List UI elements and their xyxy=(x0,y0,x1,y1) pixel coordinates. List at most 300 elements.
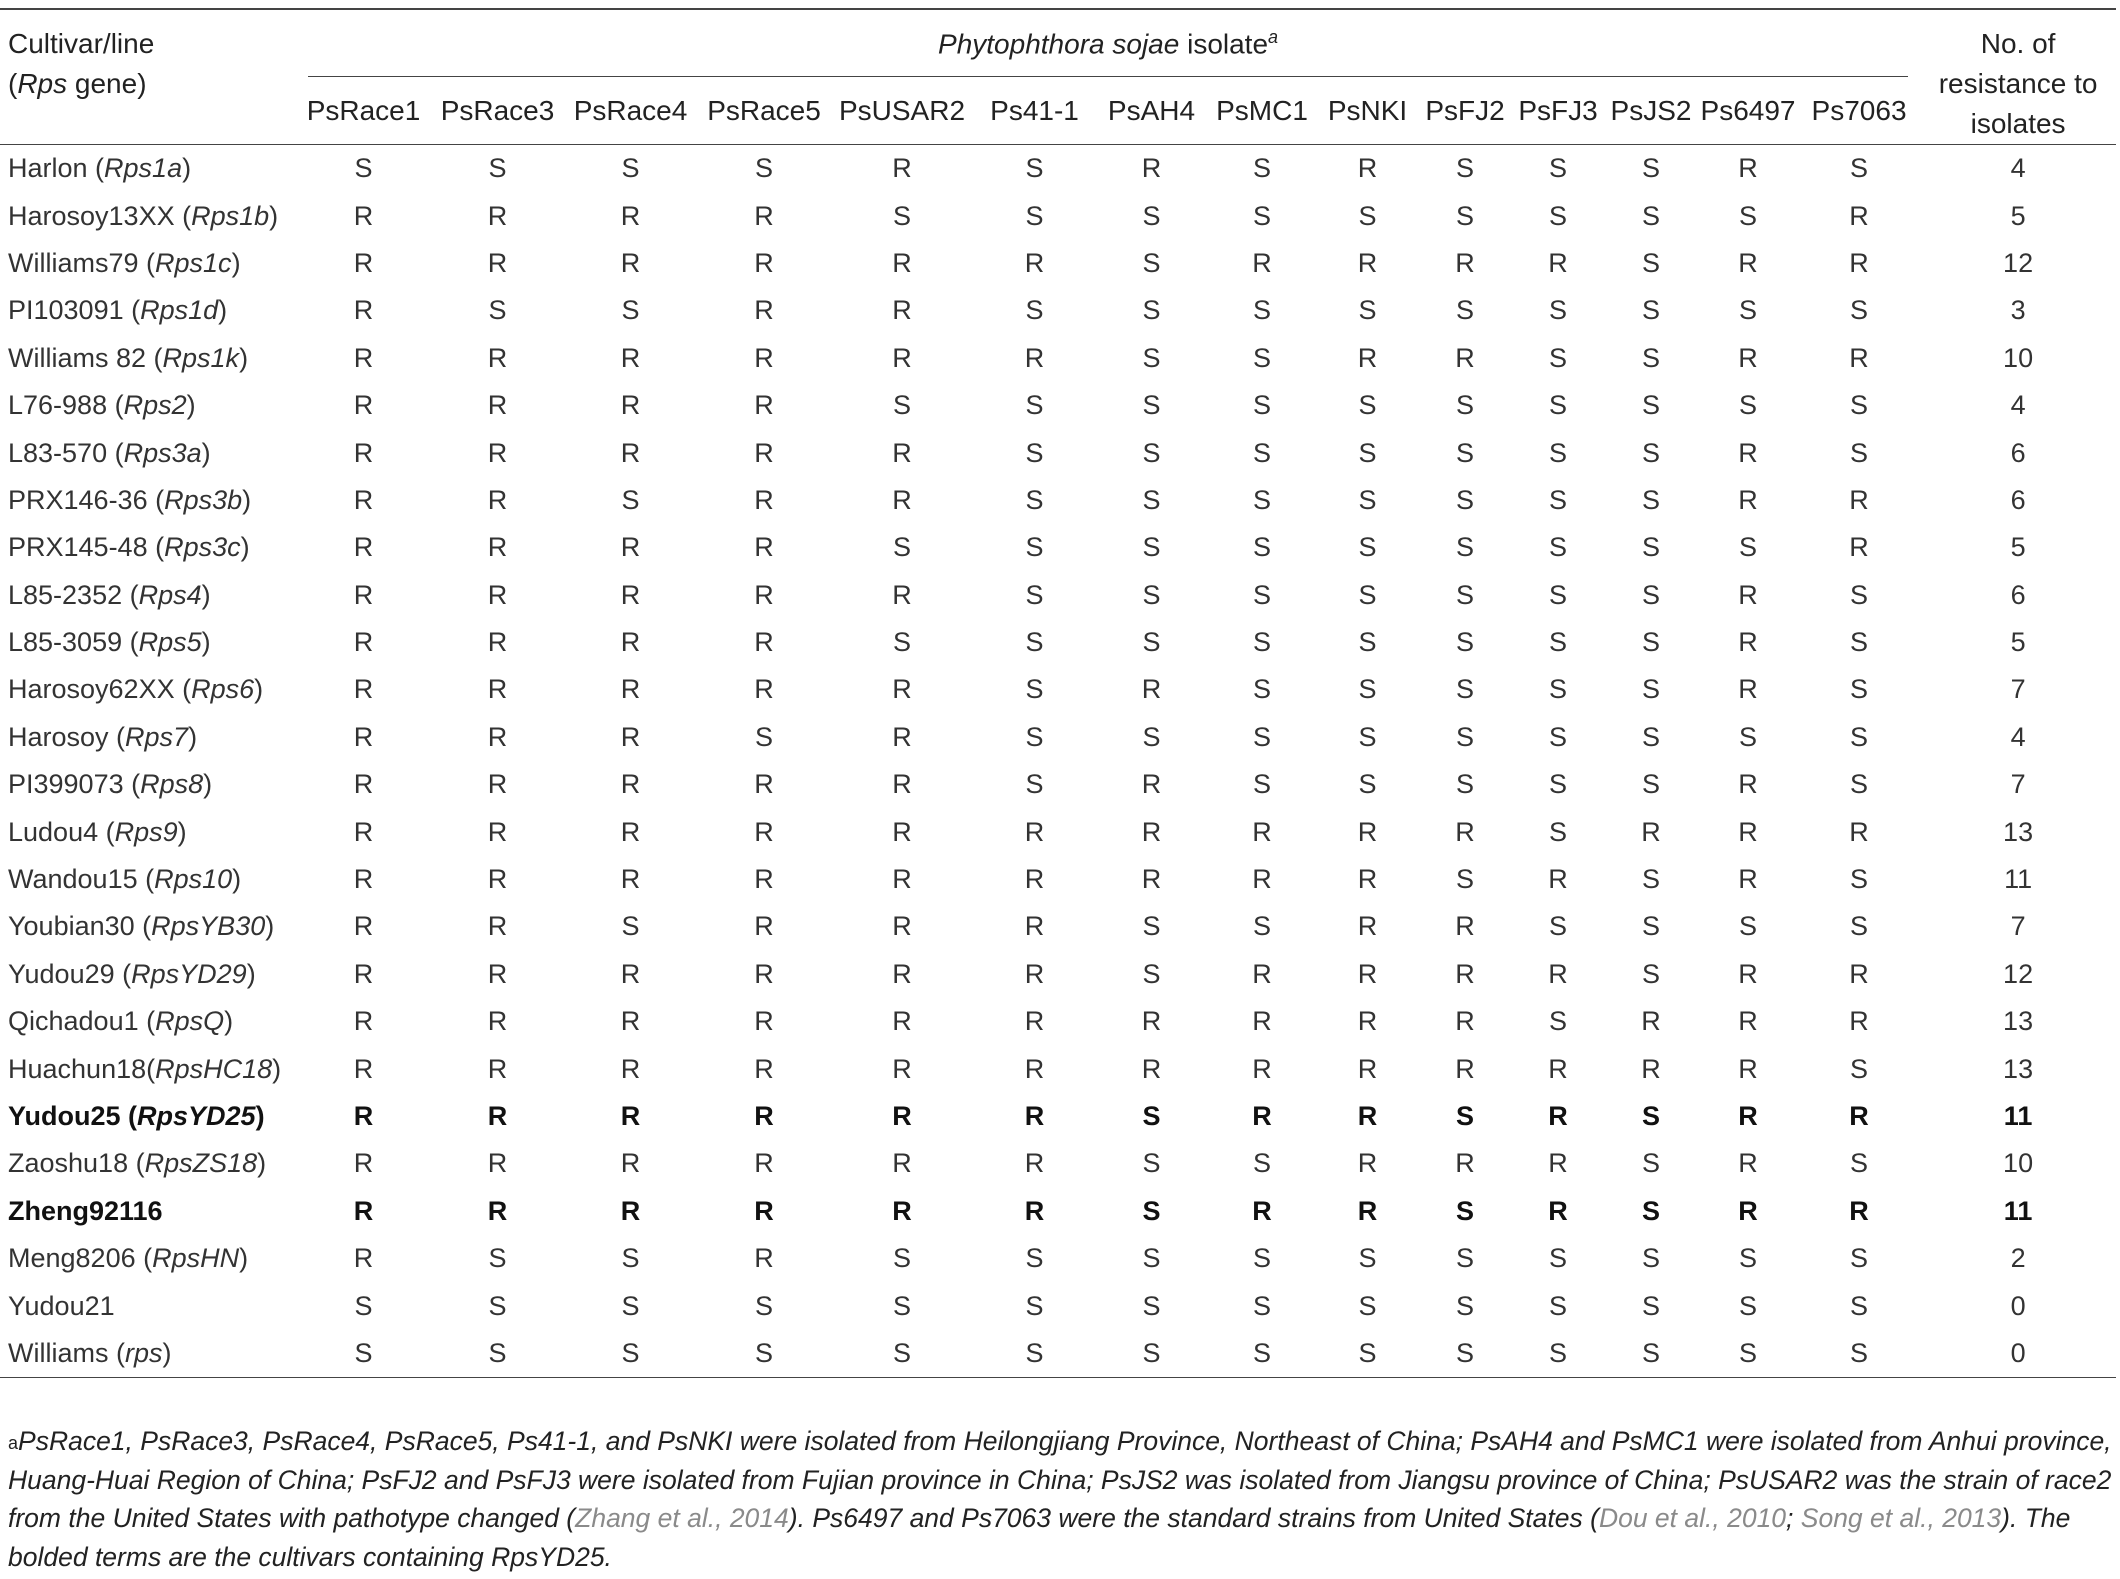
reaction-cell: R xyxy=(487,816,508,847)
reaction-cell: R xyxy=(1738,1006,1758,1037)
reaction-cell: S xyxy=(1142,579,1161,610)
table-row xyxy=(0,1093,2116,1140)
reaction-cell: R xyxy=(1738,437,1758,468)
reaction-cell: S xyxy=(1548,295,1567,326)
cultivar-name: Ludou4 xyxy=(8,816,99,847)
resistance-count-cell: 13 xyxy=(2003,1053,2034,1084)
isolate-header-ps6497: Ps6497 xyxy=(1700,94,1796,126)
reaction-cell: R xyxy=(353,911,374,942)
reaction-cell: R xyxy=(1738,864,1758,895)
reaction-cell: R xyxy=(754,390,774,421)
reaction-cell: R xyxy=(1455,816,1475,847)
cultivar-header-gene-rest: gene) xyxy=(67,68,147,99)
reaction-cell: R xyxy=(1252,958,1272,989)
reaction-cell: S xyxy=(1548,579,1567,610)
reaction-cell: R xyxy=(1141,153,1162,184)
reaction-cell: R xyxy=(620,864,641,895)
resistance-table xyxy=(0,8,2116,1378)
reaction-cell: R xyxy=(1738,1195,1758,1226)
isolate-header-psusar2: PsUSAR2 xyxy=(838,94,966,126)
table-row xyxy=(0,1282,2116,1329)
reaction-cell: S xyxy=(1025,674,1044,705)
reaction-cell: R xyxy=(487,1006,508,1037)
rps-gene: Rps1a xyxy=(104,153,183,184)
rps-gene: Rps1d xyxy=(140,295,219,326)
reaction-cell: S xyxy=(1142,437,1161,468)
reaction-cell: R xyxy=(892,1101,912,1131)
reaction-cell: R xyxy=(754,1006,774,1037)
reaction-cell: R xyxy=(754,484,774,515)
reaction-cell: R xyxy=(1455,1006,1475,1037)
reaction-cell: S xyxy=(488,295,507,326)
reaction-cell: R xyxy=(754,958,774,989)
reaction-cell: S xyxy=(1548,721,1567,752)
reaction-cell: R xyxy=(754,437,774,468)
reaction-cell: R xyxy=(754,1243,774,1274)
resistance-count-cell: 12 xyxy=(2003,247,2034,278)
reaction-cell: R xyxy=(754,627,774,658)
reaction-cell: S xyxy=(1548,627,1567,658)
reaction-cell: S xyxy=(1604,1330,1698,1378)
reaction-cell: S xyxy=(1512,1330,1604,1378)
reaction-cell: R xyxy=(1357,816,1378,847)
isolate-group-footnote-mark: a xyxy=(1268,26,1279,47)
reaction-cell: S xyxy=(1850,627,1869,658)
resistance-count-cell: 4 xyxy=(2010,390,2026,421)
reaction-cell: S xyxy=(1252,532,1271,563)
cultivar-cell: L85-2352 (Rps4) xyxy=(8,579,211,610)
reaction-cell: R xyxy=(487,1101,508,1131)
reaction-cell: R xyxy=(353,674,374,705)
cultivar-name: Youbian30 xyxy=(8,911,135,942)
reaction-cell: S xyxy=(1850,721,1869,752)
rps-gene: RpsYD29 xyxy=(131,958,247,989)
reaction-cell: R xyxy=(892,864,912,895)
reaction-cell: R xyxy=(1548,247,1568,278)
reaction-cell: R xyxy=(892,579,912,610)
reaction-cell: R xyxy=(754,295,774,326)
reaction-cell: S xyxy=(1142,295,1161,326)
rps-gene: Rps4 xyxy=(138,579,202,610)
cultivar-name: L83-570 xyxy=(8,437,108,468)
reaction-cell: S xyxy=(1738,1243,1757,1274)
cultivar-name: L76-988 xyxy=(8,390,108,421)
resistance-count-cell: 12 xyxy=(2003,958,2034,989)
reaction-cell: R xyxy=(892,342,912,373)
reaction-cell: R xyxy=(754,579,774,610)
reaction-cell: S xyxy=(1455,390,1474,421)
reaction-cell: R xyxy=(754,911,774,942)
reaction-cell: R xyxy=(1849,200,1869,231)
reaction-cell: S xyxy=(1358,627,1377,658)
reaction-cell: S xyxy=(488,1290,507,1321)
table-row xyxy=(0,1140,2116,1187)
reaction-cell: S xyxy=(1548,532,1567,563)
reaction-cell: R xyxy=(1357,864,1378,895)
resistance-header-line3: isolates xyxy=(1970,108,2066,139)
reaction-cell: R xyxy=(620,1006,641,1037)
cultivar-cell: Williams79 (Rps1c) xyxy=(8,247,241,278)
reaction-cell: R xyxy=(1357,1195,1378,1226)
reaction-cell: S xyxy=(1455,532,1474,563)
reaction-cell: R xyxy=(892,958,912,989)
reaction-cell: R xyxy=(353,342,374,373)
isolate-header-row xyxy=(0,77,2116,145)
reaction-cell: S xyxy=(754,153,773,184)
reaction-cell: R xyxy=(892,484,912,515)
footnote-ref-song[interactable]: Song et al., 2013 xyxy=(1800,1503,2002,1533)
cultivar-cell: Harosoy13XX (Rps1b) xyxy=(8,200,279,231)
reaction-cell: S xyxy=(1548,1243,1567,1274)
resistance-count-cell: 2 xyxy=(2010,1243,2026,1274)
cultivar-cell: PI399073 (Rps8) xyxy=(8,769,213,800)
reaction-cell: R xyxy=(892,247,912,278)
reaction-cell: R xyxy=(1252,816,1272,847)
cultivar-name: L85-2352 xyxy=(8,579,123,610)
reaction-cell: R xyxy=(1141,674,1162,705)
reaction-cell: S xyxy=(1548,674,1567,705)
reaction-cell: S xyxy=(1142,247,1161,278)
reaction-cell: R xyxy=(620,816,641,847)
reaction-cell: S xyxy=(1641,1148,1660,1179)
reaction-cell: R xyxy=(487,769,508,800)
reaction-cell: R xyxy=(620,437,641,468)
reaction-cell: S xyxy=(1142,911,1161,942)
resistance-count-cell: 4 xyxy=(2010,153,2026,184)
reaction-cell: R xyxy=(754,247,774,278)
reaction-cell: S xyxy=(1548,1290,1567,1321)
reaction-cell: S xyxy=(754,1290,773,1321)
footnote-text-4: ). The bolded terms are the cultivars containing RpsYD25. xyxy=(8,1503,2071,1572)
reaction-cell: R xyxy=(1252,1101,1272,1131)
reaction-cell: S xyxy=(892,627,911,658)
reaction-cell: R xyxy=(892,1195,912,1226)
resistance-count-cell: 11 xyxy=(2003,1101,2033,1131)
reaction-cell: R xyxy=(754,200,774,231)
reaction-cell: R xyxy=(620,1195,641,1226)
table-row xyxy=(0,714,2116,761)
reaction-cell: S xyxy=(1358,1243,1377,1274)
resistance-count-cell: 13 xyxy=(2003,1006,2034,1037)
reaction-cell: R xyxy=(353,1243,374,1274)
reaction-cell: S xyxy=(1025,769,1044,800)
footnote-ref-zhang[interactable]: Zhang et al., 2014 xyxy=(575,1503,789,1533)
reaction-cell: S xyxy=(1850,864,1869,895)
reaction-cell: S xyxy=(697,1330,831,1378)
reaction-cell: S xyxy=(1025,484,1044,515)
reaction-cell: R xyxy=(353,1195,374,1226)
reaction-cell: S xyxy=(1142,721,1161,752)
reaction-cell: R xyxy=(487,958,508,989)
reaction-cell: R xyxy=(1849,247,1869,278)
reaction-cell: R xyxy=(754,1101,774,1131)
resistance-count-cell: 6 xyxy=(2010,437,2026,468)
reaction-cell: S xyxy=(1455,200,1474,231)
reaction-cell: R xyxy=(1252,1006,1272,1037)
reaction-cell: S xyxy=(1738,390,1757,421)
reaction-cell: R xyxy=(620,1101,641,1131)
reaction-cell: S xyxy=(1641,579,1660,610)
reaction-cell: R xyxy=(487,390,508,421)
reaction-cell: R xyxy=(754,1148,774,1179)
reaction-cell: S xyxy=(1850,579,1869,610)
reaction-cell: R xyxy=(487,532,508,563)
cultivar-name: Harosoy62XX xyxy=(8,674,175,705)
reaction-cell: S xyxy=(1455,769,1474,800)
cultivar-header-gene: Rps xyxy=(17,68,68,99)
reaction-cell: S xyxy=(1142,627,1161,658)
resistance-count-cell: 0 xyxy=(2010,1290,2026,1321)
reaction-cell: S xyxy=(1548,153,1567,184)
reaction-cell: R xyxy=(353,864,374,895)
reaction-cell: R xyxy=(1141,1053,1162,1084)
reaction-cell: R xyxy=(1455,1053,1475,1084)
reaction-cell: S xyxy=(1738,911,1757,942)
isolate-header-psmc1: PsMC1 xyxy=(1216,94,1308,126)
reaction-cell: R xyxy=(892,153,912,184)
cultivar-cell: Williams 82 (Rps1k) xyxy=(8,342,249,373)
reaction-cell: S xyxy=(1358,390,1377,421)
reaction-cell: R xyxy=(1849,958,1869,989)
cultivar-cell: Ludou4 (Rps9) xyxy=(8,816,187,847)
reaction-cell: S xyxy=(1252,295,1271,326)
reaction-cell: R xyxy=(892,674,912,705)
reaction-cell: S xyxy=(1850,1053,1869,1084)
reaction-cell: R xyxy=(1141,1006,1162,1037)
cultivar-cell: PI103091 (Rps1d) xyxy=(8,295,228,326)
cultivar-cell: Williams (rps) xyxy=(0,1330,296,1378)
reaction-cell: R xyxy=(353,295,374,326)
reaction-cell: S xyxy=(1455,437,1474,468)
reaction-cell: S xyxy=(892,1290,911,1321)
reaction-cell: S xyxy=(1252,390,1271,421)
footnote-text-1: PsRace1, PsRace3, PsRace4, PsRace5, Ps41-1, and PsNKI were isolated from Heilongjiang Province, Northeast of China; PsAH4 and PsMC1 were isolated from Anhui province, Huang-Huai Region of China; PsFJ2 and PsFJ3 were isolated from Fujian province in China; PsJS2 was isolated from Jiangsu province of China; PsUSAR2 was the strain of race2 from the United States with pathotype changed ( xyxy=(8,1426,2112,1533)
table-row xyxy=(0,998,2116,1045)
reaction-cell: R xyxy=(620,342,641,373)
reaction-cell: R xyxy=(1024,816,1045,847)
reaction-cell: R xyxy=(1738,153,1758,184)
reaction-cell: R xyxy=(620,247,641,278)
resistance-count-cell: 7 xyxy=(2010,674,2026,705)
cultivar-name: Harosoy13XX xyxy=(8,200,175,231)
reaction-cell: R xyxy=(1849,532,1869,563)
reaction-cell: S xyxy=(1142,1243,1161,1274)
resistance-count-cell: 11 xyxy=(2003,1195,2033,1226)
cultivar-name: Meng8206 xyxy=(8,1243,136,1274)
reaction-cell: R xyxy=(487,1195,508,1226)
reaction-cell: R xyxy=(353,816,374,847)
reaction-cell: R xyxy=(1141,816,1162,847)
reaction-cell: R xyxy=(1849,484,1869,515)
reaction-cell: S xyxy=(1358,532,1377,563)
reaction-cell: R xyxy=(620,390,641,421)
reaction-cell: R xyxy=(1738,579,1758,610)
cultivar-cell: Harosoy62XX (Rps6) xyxy=(8,674,264,705)
reaction-cell: S xyxy=(1455,627,1474,658)
table-row xyxy=(0,1330,2116,1378)
reaction-cell: R xyxy=(487,627,508,658)
footnote-ref-dou[interactable]: Dou et al., 2010 xyxy=(1598,1503,1787,1533)
reaction-cell: S xyxy=(1548,484,1567,515)
rps-gene: Rps7 xyxy=(125,721,189,752)
reaction-cell: R xyxy=(1024,1148,1045,1179)
reaction-cell: R xyxy=(620,674,641,705)
reaction-cell: S xyxy=(1641,295,1660,326)
reaction-cell: S xyxy=(1252,674,1271,705)
isolate-header-psfj3: PsFJ3 xyxy=(1518,94,1598,126)
reaction-cell: R xyxy=(892,1006,912,1037)
reaction-cell: R xyxy=(1548,958,1568,989)
reaction-cell: R xyxy=(1357,911,1378,942)
reaction-cell: S xyxy=(1142,1101,1161,1131)
reaction-cell: R xyxy=(353,721,374,752)
reaction-cell: R xyxy=(1455,1148,1475,1179)
table-row xyxy=(0,429,2116,476)
reaction-cell: R xyxy=(1357,342,1378,373)
reaction-cell: S xyxy=(621,911,640,942)
reaction-cell: R xyxy=(1738,342,1758,373)
reaction-cell: S xyxy=(1455,295,1474,326)
reaction-cell: R xyxy=(1548,1053,1568,1084)
reaction-cell: S xyxy=(1850,1148,1869,1179)
reaction-cell: S xyxy=(1025,1290,1044,1321)
rps-gene: Rps10 xyxy=(154,864,233,895)
cultivar-cell: L83-570 (Rps3a) xyxy=(8,437,211,468)
reaction-cell: R xyxy=(754,769,774,800)
reaction-cell: S xyxy=(1025,437,1044,468)
reaction-cell: S xyxy=(1548,769,1567,800)
reaction-cell: R xyxy=(1849,1006,1869,1037)
reaction-cell: S xyxy=(1455,1101,1474,1131)
reaction-cell: S xyxy=(1455,484,1474,515)
reaction-cell: R xyxy=(353,1053,374,1084)
reaction-cell: S xyxy=(1698,1330,1798,1378)
reaction-cell: S xyxy=(1252,153,1271,184)
reaction-cell: R xyxy=(487,342,508,373)
reaction-cell: R xyxy=(487,247,508,278)
cultivar-name: PI399073 xyxy=(8,769,124,800)
resistance-count-cell: 5 xyxy=(2010,532,2026,563)
reaction-cell: S xyxy=(1455,1290,1474,1321)
reaction-cell: S xyxy=(892,390,911,421)
resistance-count-cell: 4 xyxy=(2010,721,2026,752)
reaction-cell: S xyxy=(1358,769,1377,800)
reaction-cell: S xyxy=(1641,532,1660,563)
rps-gene: Rps6 xyxy=(191,674,255,705)
reaction-cell: R xyxy=(892,1053,912,1084)
reaction-cell: R xyxy=(1024,247,1045,278)
reaction-cell: S xyxy=(1142,1195,1161,1226)
reaction-cell: R xyxy=(1738,484,1758,515)
reaction-cell: R xyxy=(1357,1148,1378,1179)
reaction-cell: R xyxy=(487,484,508,515)
reaction-cell: S xyxy=(1548,200,1567,231)
cultivar-cell: PRX146-36 (Rps3b) xyxy=(8,484,252,515)
reaction-cell: R xyxy=(1641,1053,1661,1084)
reaction-cell: R xyxy=(892,295,912,326)
cultivar-name: Williams xyxy=(8,1337,109,1368)
reaction-cell: R xyxy=(1738,769,1758,800)
reaction-cell: R xyxy=(1849,342,1869,373)
cultivar-cell: Youbian30 (RpsYB30) xyxy=(8,911,275,942)
reaction-cell: S xyxy=(1142,200,1161,231)
table-row xyxy=(0,524,2116,571)
reaction-cell: S xyxy=(831,1330,973,1378)
table-footnote xyxy=(8,1422,2112,1576)
isolate-header-psnki: PsNKI xyxy=(1327,94,1408,126)
isolate-header-ps41-1: Ps41-1 xyxy=(990,94,1079,126)
reaction-cell: S xyxy=(1641,247,1660,278)
reaction-cell: S xyxy=(1641,342,1660,373)
reaction-cell: S xyxy=(1317,1330,1418,1378)
table-row xyxy=(0,335,2116,382)
reaction-cell: S xyxy=(431,1330,564,1378)
reaction-cell: R xyxy=(353,579,374,610)
reaction-cell: S xyxy=(621,295,640,326)
reaction-cell: S xyxy=(1455,1195,1474,1226)
reaction-cell: R xyxy=(1252,1053,1272,1084)
reaction-cell: S xyxy=(488,153,507,184)
table-row xyxy=(0,287,2116,334)
reaction-cell: S xyxy=(564,1330,697,1378)
resistance-count-cell: 13 xyxy=(2003,816,2034,847)
cultivar-cell: L76-988 (Rps2) xyxy=(8,390,196,421)
reaction-cell: S xyxy=(1641,484,1660,515)
isolate-group-rest: isolate xyxy=(1179,28,1269,60)
table-row xyxy=(0,1235,2116,1282)
reaction-cell: S xyxy=(1798,1330,1920,1378)
table-row xyxy=(0,1188,2116,1235)
rps-gene: RpsHN xyxy=(152,1243,240,1274)
isolate-header-psjs2: PsJS2 xyxy=(1610,94,1692,126)
reaction-cell: S xyxy=(1358,1290,1377,1321)
reaction-cell: S xyxy=(1455,674,1474,705)
reaction-cell: S xyxy=(1025,200,1044,231)
isolate-header-psrace1: PsRace1 xyxy=(306,94,421,126)
reaction-cell: S xyxy=(1738,1290,1757,1321)
reaction-cell: R xyxy=(353,247,374,278)
cultivar-cell: Huachun18(RpsHC18) xyxy=(8,1053,282,1084)
table-body xyxy=(0,145,2116,1378)
reaction-cell: R xyxy=(1738,1148,1758,1179)
cultivar-cell: PRX145-48 (Rps3c) xyxy=(8,532,250,563)
reaction-cell: R xyxy=(1455,958,1475,989)
reaction-cell: R xyxy=(1252,247,1272,278)
resistance-count-cell: 6 xyxy=(2010,579,2026,610)
reaction-cell: R xyxy=(620,1148,641,1179)
reaction-cell: S xyxy=(892,532,911,563)
reaction-cell: R xyxy=(1548,1148,1568,1179)
reaction-cell: S xyxy=(621,1243,640,1274)
reaction-cell: R xyxy=(754,864,774,895)
reaction-cell: R xyxy=(1357,1053,1378,1084)
rps-gene: Rps3a xyxy=(123,437,202,468)
reaction-cell: S xyxy=(1738,721,1757,752)
reaction-cell: R xyxy=(487,674,508,705)
reaction-cell: S xyxy=(1207,1330,1317,1378)
reaction-cell: S xyxy=(1252,579,1271,610)
reaction-cell: S xyxy=(1252,200,1271,231)
reaction-cell: S xyxy=(1850,911,1869,942)
reaction-cell: R xyxy=(754,816,774,847)
reaction-cell: R xyxy=(892,721,912,752)
reaction-cell: S xyxy=(621,484,640,515)
reaction-cell: S xyxy=(1850,390,1869,421)
reaction-cell: S xyxy=(1025,532,1044,563)
reaction-cell: R xyxy=(754,1195,774,1226)
reaction-cell: R xyxy=(353,627,374,658)
reaction-cell: R xyxy=(353,437,374,468)
